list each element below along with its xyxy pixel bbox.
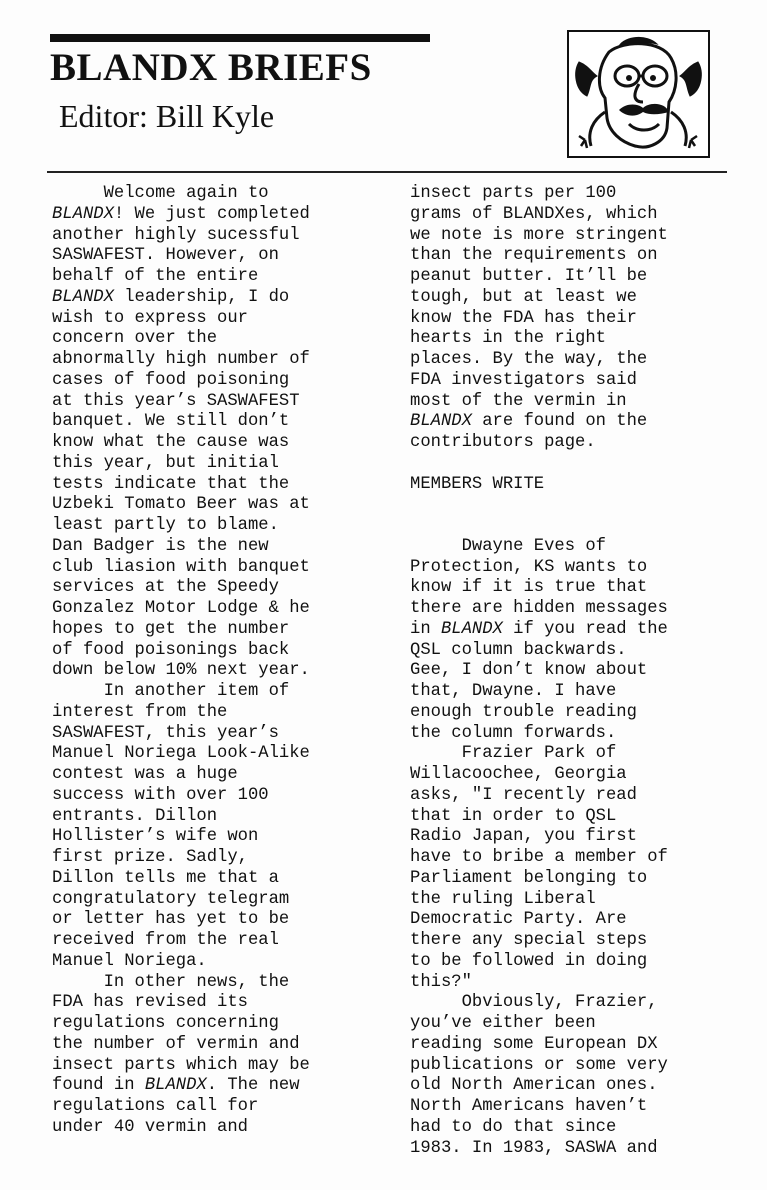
text-line: first prize. Sadly, <box>52 848 248 867</box>
text-line: success with over 100 <box>52 785 269 805</box>
text-line: QSL column backwards. <box>410 640 627 660</box>
text-line: grams of BLANDXes, which <box>410 204 658 224</box>
text-line: congratulatory telegram <box>52 889 290 909</box>
text-line: of food poisonings back <box>52 640 290 660</box>
blank-line <box>410 516 730 537</box>
text-line: under 40 vermin and <box>52 1117 248 1137</box>
text-line: FDA investigators said <box>410 370 637 390</box>
text-line: Dan Badger is the new <box>52 536 269 556</box>
text-line: at this year’s SASWAFEST <box>52 391 300 411</box>
text-line: BLANDX leadership, I do <box>52 287 290 307</box>
text-line: publications or some very <box>410 1055 668 1075</box>
text-line: down below 10% next year. <box>52 661 310 681</box>
text-line: entrants. Dillon <box>52 806 218 826</box>
text-line: banquet. We still don’t <box>52 412 290 432</box>
text-line: to be followed in doing <box>410 951 648 971</box>
text-line: behalf of the entire <box>52 267 259 286</box>
text-line: BLANDX are found on the <box>410 412 648 432</box>
text-line: this year, but initial <box>52 453 279 473</box>
cartoon-face-logo-icon <box>567 30 710 158</box>
text-line: contributors page. <box>410 433 596 452</box>
text-line: tests indicate that the <box>52 474 290 494</box>
text-line: than the requirements on <box>410 246 658 266</box>
text-line: places. By the way, the <box>410 350 648 369</box>
text-line: found in BLANDX. The new <box>52 1076 300 1096</box>
text-line: In another item of <box>103 682 290 701</box>
text-line: that in order to QSL <box>410 806 617 826</box>
article-column-left <box>52 184 372 1139</box>
text-line: Frazier Park of <box>461 744 617 764</box>
text-line: this?" <box>410 972 472 992</box>
text-line: most of the vermin in <box>410 391 627 411</box>
text-line: tough, but at least we <box>410 287 637 307</box>
text-line: in BLANDX if you read the <box>410 619 668 639</box>
text-line: Gee, I don’t know about <box>410 661 648 681</box>
text-line: regulations call for <box>52 1097 259 1116</box>
text-line: services at the Speedy <box>52 578 279 598</box>
text-line: Democratic Party. Are <box>410 910 627 930</box>
article-column-right <box>410 184 730 1159</box>
text-line: In other news, the <box>103 972 290 992</box>
blank-line <box>410 454 730 475</box>
header-top-bar <box>50 34 430 42</box>
text-line: wish to express our <box>52 308 248 328</box>
text-line: you’ve either been <box>410 1014 596 1033</box>
text-line: SASWAFEST. However, on <box>52 246 279 266</box>
text-line: insect parts per 100 <box>410 184 617 203</box>
text-line: there are hidden messages <box>410 599 668 618</box>
text-line: SASWAFEST, this year’s <box>52 723 279 743</box>
text-line: or letter has yet to be <box>52 910 290 930</box>
text-line: North Americans haven’t <box>410 1097 648 1116</box>
text-line: know if it is true that <box>410 578 648 598</box>
text-line: Hollister’s wife won <box>52 827 259 847</box>
text-line: enough trouble reading <box>410 702 637 722</box>
text-line: had to do that since <box>410 1117 617 1137</box>
text-line: interest from the <box>52 702 228 722</box>
header-divider <box>47 171 727 173</box>
text-line: know the FDA has their <box>410 308 637 328</box>
text-line: Radio Japan, you first <box>410 827 637 847</box>
text-line: Dwayne Eves of <box>461 536 606 556</box>
text-line: reading some European DX <box>410 1034 658 1054</box>
text-line: FDA has revised its <box>52 993 248 1013</box>
text-line: we note is more stringent <box>410 225 668 245</box>
text-line: insect parts which may be <box>52 1055 310 1075</box>
text-line: 1983. In 1983, SASWA and <box>410 1138 658 1158</box>
text-line: BLANDX! We just completed <box>52 204 310 224</box>
text-line: received from the real <box>52 931 279 950</box>
text-line: cases of food poisoning <box>52 370 290 390</box>
text-line: Protection, KS wants to <box>410 557 648 577</box>
text-line: Willacoochee, Georgia <box>410 765 627 784</box>
text-line: know what the cause was <box>52 433 290 452</box>
section-heading: MEMBERS WRITE <box>410 474 545 494</box>
text-line: the column forwards. <box>410 723 617 743</box>
text-line: peanut butter. It’ll be <box>410 267 648 286</box>
text-line: least partly to blame. <box>52 516 279 535</box>
blank-line <box>410 495 730 516</box>
text-line: concern over the <box>52 329 218 349</box>
text-line: Dillon tells me that a <box>52 868 279 888</box>
text-line: the ruling Liberal <box>410 889 596 909</box>
text-line: Manuel Noriega. <box>52 951 207 971</box>
text-line: Parliament belonging to <box>410 868 648 888</box>
text-line: another highly sucessful <box>52 225 300 245</box>
text-line: hopes to get the number <box>52 619 290 639</box>
text-line: abnormally high number of <box>52 350 310 369</box>
text-line: the number of vermin and <box>52 1034 300 1054</box>
editor-credit: Editor: Bill Kyle <box>59 98 275 134</box>
text-line: club liasion with banquet <box>52 557 310 577</box>
text-line: Manuel Noriega Look-Alike <box>52 744 310 764</box>
text-line: there any special steps <box>410 931 648 950</box>
page-title: BLANDX BRIEFS <box>50 46 372 89</box>
text-line: asks, "I recently read <box>410 785 637 805</box>
text-line: have to bribe a member of <box>410 848 668 867</box>
text-line: contest was a huge <box>52 765 238 784</box>
text-line: Obviously, Frazier, <box>461 993 658 1013</box>
text-line: hearts in the right <box>410 329 606 349</box>
text-line: Welcome again to <box>103 184 269 203</box>
text-line: Uzbeki Tomato Beer was at <box>52 495 310 515</box>
text-line: old North American ones. <box>410 1076 658 1096</box>
text-line: that, Dwayne. I have <box>410 682 617 701</box>
text-line: regulations concerning <box>52 1014 279 1033</box>
text-line: Gonzalez Motor Lodge & he <box>52 599 310 618</box>
